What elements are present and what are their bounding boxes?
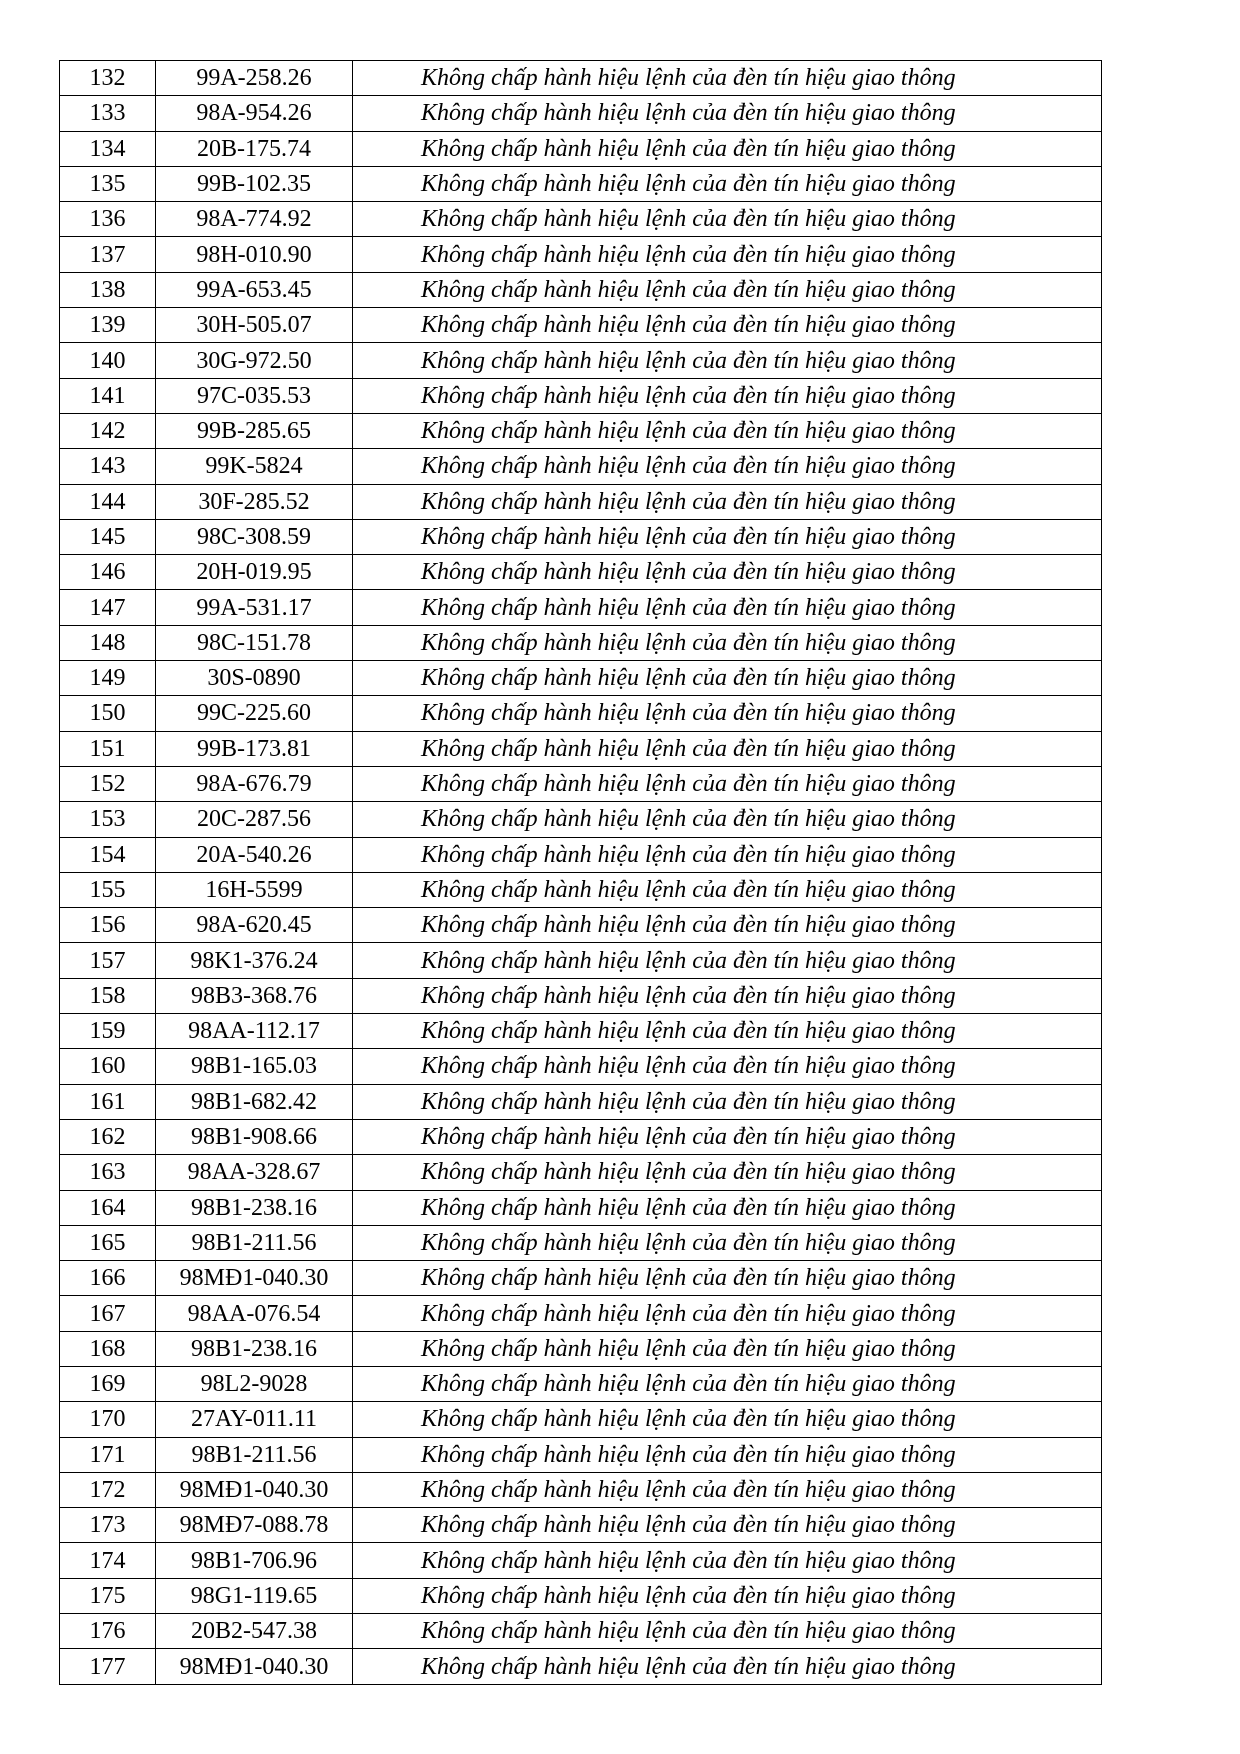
row-number-cell: 164 — [60, 1190, 156, 1225]
row-number-cell: 144 — [60, 484, 156, 519]
license-plate-cell: 98AA-328.67 — [156, 1155, 353, 1190]
license-plate-cell: 98A-954.26 — [156, 96, 353, 131]
violation-description-cell: Không chấp hành hiệu lệnh của đèn tín hiệu giao thông — [353, 166, 1102, 201]
violation-description-cell: Không chấp hành hiệu lệnh của đèn tín hiệu giao thông — [353, 1578, 1102, 1613]
row-number-cell: 158 — [60, 978, 156, 1013]
table-row — [60, 1331, 1102, 1366]
table-row — [60, 1543, 1102, 1578]
license-plate-cell: 99B-102.35 — [156, 166, 353, 201]
license-plate-cell: 97C-035.53 — [156, 378, 353, 413]
table-row — [60, 1261, 1102, 1296]
license-plate-cell: 30G-972.50 — [156, 343, 353, 378]
table-row — [60, 802, 1102, 837]
violation-description-cell: Không chấp hành hiệu lệnh của đèn tín hiệu giao thông — [353, 202, 1102, 237]
license-plate-cell: 99B-173.81 — [156, 731, 353, 766]
violation-description-cell: Không chấp hành hiệu lệnh của đèn tín hiệu giao thông — [353, 1437, 1102, 1472]
violation-description-cell: Không chấp hành hiệu lệnh của đèn tín hiệu giao thông — [353, 908, 1102, 943]
row-number-cell: 153 — [60, 802, 156, 837]
license-plate-cell: 98K1-376.24 — [156, 943, 353, 978]
table-row — [60, 61, 1102, 96]
row-number-cell: 151 — [60, 731, 156, 766]
violation-description-cell: Không chấp hành hiệu lệnh của đèn tín hiệu giao thông — [353, 1261, 1102, 1296]
table-row — [60, 343, 1102, 378]
violation-description-cell: Không chấp hành hiệu lệnh của đèn tín hiệu giao thông — [353, 1225, 1102, 1260]
table-row — [60, 1614, 1102, 1649]
table-row — [60, 519, 1102, 554]
row-number-cell: 174 — [60, 1543, 156, 1578]
license-plate-cell: 20A-540.26 — [156, 837, 353, 872]
violation-description-cell: Không chấp hành hiệu lệnh của đèn tín hiệu giao thông — [353, 943, 1102, 978]
violation-description-cell: Không chấp hành hiệu lệnh của đèn tín hiệu giao thông — [353, 272, 1102, 307]
row-number-cell: 166 — [60, 1261, 156, 1296]
violation-description-cell: Không chấp hành hiệu lệnh của đèn tín hiệu giao thông — [353, 484, 1102, 519]
violation-description-cell: Không chấp hành hiệu lệnh của đèn tín hiệu giao thông — [353, 1190, 1102, 1225]
row-number-cell: 150 — [60, 696, 156, 731]
license-plate-cell: 98B1-165.03 — [156, 1049, 353, 1084]
row-number-cell: 136 — [60, 202, 156, 237]
table-row — [60, 1366, 1102, 1401]
violation-description-cell: Không chấp hành hiệu lệnh của đèn tín hiệu giao thông — [353, 237, 1102, 272]
license-plate-cell: 20H-019.95 — [156, 555, 353, 590]
table-row — [60, 1014, 1102, 1049]
violation-description-cell: Không chấp hành hiệu lệnh của đèn tín hiệu giao thông — [353, 625, 1102, 660]
license-plate-cell: 98C-308.59 — [156, 519, 353, 554]
violation-description-cell: Không chấp hành hiệu lệnh của đèn tín hiệu giao thông — [353, 1543, 1102, 1578]
row-number-cell: 173 — [60, 1508, 156, 1543]
row-number-cell: 152 — [60, 766, 156, 801]
license-plate-cell: 98MĐ1-040.30 — [156, 1649, 353, 1684]
row-number-cell: 168 — [60, 1331, 156, 1366]
row-number-cell: 161 — [60, 1084, 156, 1119]
license-plate-cell: 98MĐ1-040.30 — [156, 1472, 353, 1507]
violation-description-cell: Không chấp hành hiệu lệnh của đèn tín hiệu giao thông — [353, 413, 1102, 448]
license-plate-cell: 20B-175.74 — [156, 131, 353, 166]
violation-description-cell: Không chấp hành hiệu lệnh của đèn tín hiệu giao thông — [353, 131, 1102, 166]
row-number-cell: 155 — [60, 872, 156, 907]
row-number-cell: 133 — [60, 96, 156, 131]
violation-description-cell: Không chấp hành hiệu lệnh của đèn tín hiệu giao thông — [353, 590, 1102, 625]
violation-description-cell: Không chấp hành hiệu lệnh của đèn tín hiệu giao thông — [353, 343, 1102, 378]
row-number-cell: 134 — [60, 131, 156, 166]
row-number-cell: 137 — [60, 237, 156, 272]
table-row — [60, 96, 1102, 131]
table-row — [60, 449, 1102, 484]
table-row — [60, 766, 1102, 801]
table-row — [60, 272, 1102, 307]
license-plate-cell: 98A-774.92 — [156, 202, 353, 237]
row-number-cell: 159 — [60, 1014, 156, 1049]
license-plate-cell: 98C-151.78 — [156, 625, 353, 660]
violations-table — [59, 60, 1102, 1685]
table-row — [60, 1155, 1102, 1190]
table-row — [60, 661, 1102, 696]
table-row — [60, 1649, 1102, 1684]
license-plate-cell: 98MĐ1-040.30 — [156, 1261, 353, 1296]
table-row — [60, 943, 1102, 978]
row-number-cell: 143 — [60, 449, 156, 484]
table-row — [60, 1049, 1102, 1084]
license-plate-cell: 99C-225.60 — [156, 696, 353, 731]
violation-description-cell: Không chấp hành hiệu lệnh của đèn tín hiệu giao thông — [353, 1366, 1102, 1401]
license-plate-cell: 98A-620.45 — [156, 908, 353, 943]
license-plate-cell: 98L2-9028 — [156, 1366, 353, 1401]
license-plate-cell: 99B-285.65 — [156, 413, 353, 448]
violation-description-cell: Không chấp hành hiệu lệnh của đèn tín hiệu giao thông — [353, 872, 1102, 907]
row-number-cell: 172 — [60, 1472, 156, 1507]
violation-description-cell: Không chấp hành hiệu lệnh của đèn tín hiệu giao thông — [353, 1296, 1102, 1331]
violation-description-cell: Không chấp hành hiệu lệnh của đèn tín hiệu giao thông — [353, 661, 1102, 696]
table-row — [60, 1402, 1102, 1437]
row-number-cell: 147 — [60, 590, 156, 625]
violation-description-cell: Không chấp hành hiệu lệnh của đèn tín hiệu giao thông — [353, 837, 1102, 872]
license-plate-cell: 30H-505.07 — [156, 308, 353, 343]
license-plate-cell: 98B1-238.16 — [156, 1190, 353, 1225]
violation-description-cell: Không chấp hành hiệu lệnh của đèn tín hiệu giao thông — [353, 731, 1102, 766]
table-row — [60, 625, 1102, 660]
row-number-cell: 141 — [60, 378, 156, 413]
violation-description-cell: Không chấp hành hiệu lệnh của đèn tín hiệu giao thông — [353, 802, 1102, 837]
table-row — [60, 1119, 1102, 1154]
row-number-cell: 176 — [60, 1614, 156, 1649]
row-number-cell: 132 — [60, 61, 156, 96]
license-plate-cell: 98B1-211.56 — [156, 1225, 353, 1260]
license-plate-cell: 16H-5599 — [156, 872, 353, 907]
license-plate-cell: 98AA-076.54 — [156, 1296, 353, 1331]
row-number-cell: 135 — [60, 166, 156, 201]
table-row — [60, 837, 1102, 872]
violation-description-cell: Không chấp hành hiệu lệnh của đèn tín hiệu giao thông — [353, 1049, 1102, 1084]
table-row — [60, 413, 1102, 448]
table-row — [60, 1190, 1102, 1225]
violation-description-cell: Không chấp hành hiệu lệnh của đèn tín hiệu giao thông — [353, 96, 1102, 131]
license-plate-cell: 20C-287.56 — [156, 802, 353, 837]
license-plate-cell: 30S-0890 — [156, 661, 353, 696]
violation-description-cell: Không chấp hành hiệu lệnh của đèn tín hiệu giao thông — [353, 555, 1102, 590]
table-row — [60, 1437, 1102, 1472]
row-number-cell: 165 — [60, 1225, 156, 1260]
row-number-cell: 142 — [60, 413, 156, 448]
row-number-cell: 177 — [60, 1649, 156, 1684]
row-number-cell: 171 — [60, 1437, 156, 1472]
table-row — [60, 731, 1102, 766]
license-plate-cell: 98H-010.90 — [156, 237, 353, 272]
license-plate-cell: 30F-285.52 — [156, 484, 353, 519]
table-row — [60, 555, 1102, 590]
table-row — [60, 978, 1102, 1013]
violation-description-cell: Không chấp hành hiệu lệnh của đèn tín hiệu giao thông — [353, 1119, 1102, 1154]
license-plate-cell: 98B1-682.42 — [156, 1084, 353, 1119]
table-row — [60, 696, 1102, 731]
row-number-cell: 145 — [60, 519, 156, 554]
violation-description-cell: Không chấp hành hiệu lệnh của đèn tín hiệu giao thông — [353, 1014, 1102, 1049]
row-number-cell: 157 — [60, 943, 156, 978]
row-number-cell: 146 — [60, 555, 156, 590]
row-number-cell: 160 — [60, 1049, 156, 1084]
row-number-cell: 139 — [60, 308, 156, 343]
row-number-cell: 140 — [60, 343, 156, 378]
license-plate-cell: 98AA-112.17 — [156, 1014, 353, 1049]
violation-description-cell: Không chấp hành hiệu lệnh của đèn tín hiệu giao thông — [353, 766, 1102, 801]
violation-description-cell: Không chấp hành hiệu lệnh của đèn tín hiệu giao thông — [353, 1402, 1102, 1437]
row-number-cell: 156 — [60, 908, 156, 943]
row-number-cell: 154 — [60, 837, 156, 872]
violation-description-cell: Không chấp hành hiệu lệnh của đèn tín hiệu giao thông — [353, 308, 1102, 343]
row-number-cell: 162 — [60, 1119, 156, 1154]
license-plate-cell: 20B2-547.38 — [156, 1614, 353, 1649]
license-plate-cell: 98B1-908.66 — [156, 1119, 353, 1154]
license-plate-cell: 98B3-368.76 — [156, 978, 353, 1013]
license-plate-cell: 98MĐ7-088.78 — [156, 1508, 353, 1543]
license-plate-cell: 98B1-238.16 — [156, 1331, 353, 1366]
license-plate-cell: 98B1-706.96 — [156, 1543, 353, 1578]
table-row — [60, 590, 1102, 625]
violation-description-cell: Không chấp hành hiệu lệnh của đèn tín hiệu giao thông — [353, 519, 1102, 554]
violation-description-cell: Không chấp hành hiệu lệnh của đèn tín hiệu giao thông — [353, 378, 1102, 413]
table-row — [60, 308, 1102, 343]
row-number-cell: 149 — [60, 661, 156, 696]
violation-description-cell: Không chấp hành hiệu lệnh của đèn tín hiệu giao thông — [353, 978, 1102, 1013]
table-row — [60, 872, 1102, 907]
license-plate-cell: 99A-258.26 — [156, 61, 353, 96]
table-row — [60, 1225, 1102, 1260]
violation-description-cell: Không chấp hành hiệu lệnh của đèn tín hiệu giao thông — [353, 1649, 1102, 1684]
violation-description-cell: Không chấp hành hiệu lệnh của đèn tín hiệu giao thông — [353, 61, 1102, 96]
license-plate-cell: 99A-653.45 — [156, 272, 353, 307]
row-number-cell: 148 — [60, 625, 156, 660]
violation-description-cell: Không chấp hành hiệu lệnh của đèn tín hiệu giao thông — [353, 1508, 1102, 1543]
row-number-cell: 170 — [60, 1402, 156, 1437]
table-row — [60, 131, 1102, 166]
table-row — [60, 166, 1102, 201]
table-row — [60, 202, 1102, 237]
row-number-cell: 167 — [60, 1296, 156, 1331]
violation-description-cell: Không chấp hành hiệu lệnh của đèn tín hiệu giao thông — [353, 1472, 1102, 1507]
violation-description-cell: Không chấp hành hiệu lệnh của đèn tín hiệu giao thông — [353, 449, 1102, 484]
violation-description-cell: Không chấp hành hiệu lệnh của đèn tín hiệu giao thông — [353, 1155, 1102, 1190]
table-row — [60, 1578, 1102, 1613]
row-number-cell: 138 — [60, 272, 156, 307]
table-row — [60, 237, 1102, 272]
violation-description-cell: Không chấp hành hiệu lệnh của đèn tín hiệu giao thông — [353, 696, 1102, 731]
license-plate-cell: 99A-531.17 — [156, 590, 353, 625]
violation-description-cell: Không chấp hành hiệu lệnh của đèn tín hiệu giao thông — [353, 1084, 1102, 1119]
license-plate-cell: 27AY-011.11 — [156, 1402, 353, 1437]
table-row — [60, 1084, 1102, 1119]
table-row — [60, 1472, 1102, 1507]
row-number-cell: 169 — [60, 1366, 156, 1401]
table-row — [60, 484, 1102, 519]
violation-description-cell: Không chấp hành hiệu lệnh của đèn tín hiệu giao thông — [353, 1331, 1102, 1366]
license-plate-cell: 98A-676.79 — [156, 766, 353, 801]
license-plate-cell: 98B1-211.56 — [156, 1437, 353, 1472]
table-row — [60, 908, 1102, 943]
table-row — [60, 1508, 1102, 1543]
license-plate-cell: 99K-5824 — [156, 449, 353, 484]
table-row — [60, 378, 1102, 413]
violations-table-body — [60, 61, 1102, 1685]
table-row — [60, 1296, 1102, 1331]
violation-description-cell: Không chấp hành hiệu lệnh của đèn tín hiệu giao thông — [353, 1614, 1102, 1649]
row-number-cell: 163 — [60, 1155, 156, 1190]
row-number-cell: 175 — [60, 1578, 156, 1613]
license-plate-cell: 98G1-119.65 — [156, 1578, 353, 1613]
